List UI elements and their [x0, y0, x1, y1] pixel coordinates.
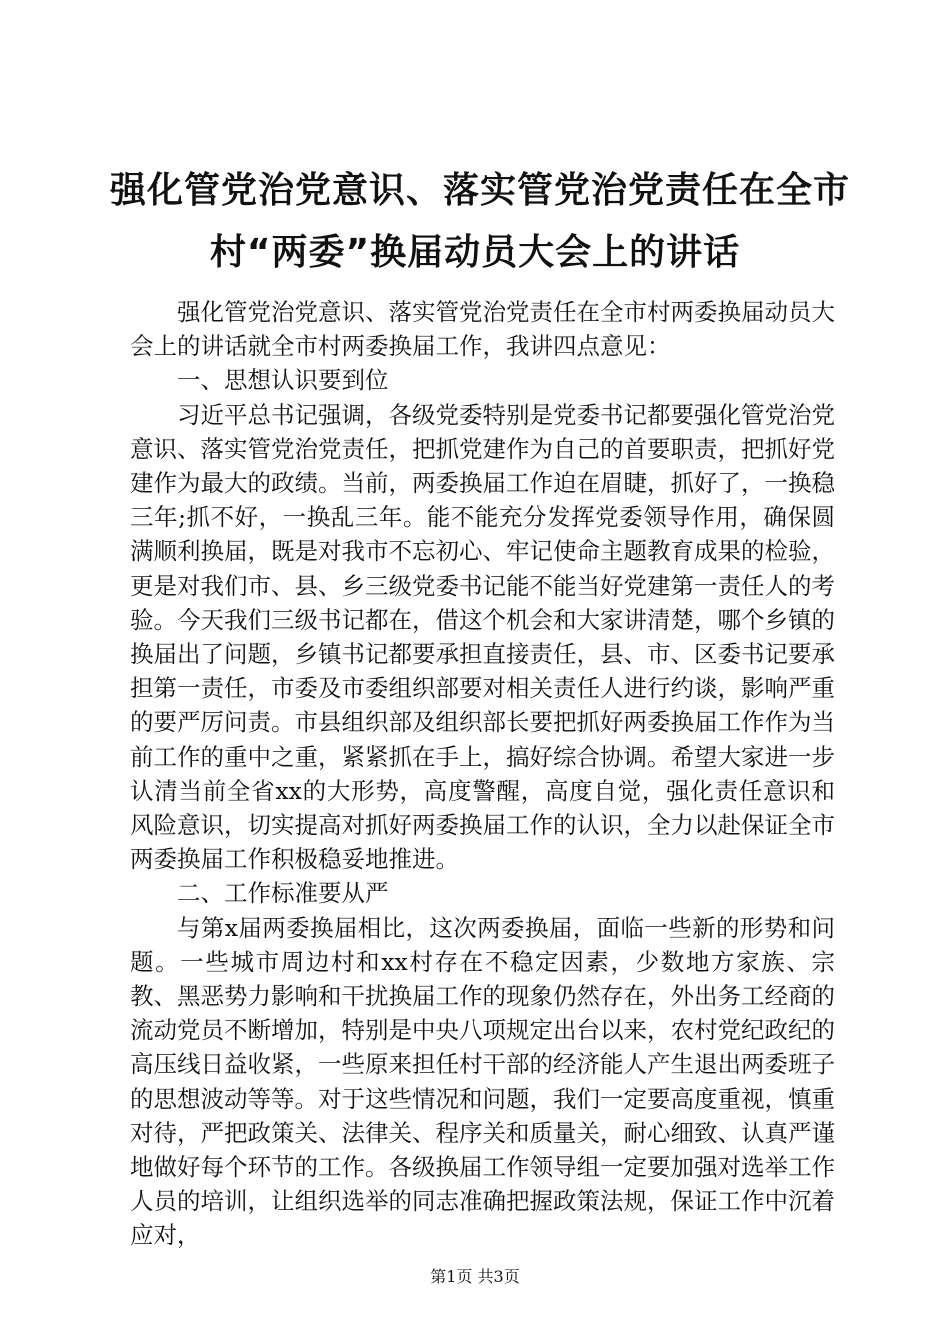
paragraph-section-2: 与第x届两委换届相比，这次两委换届，面临一些新的形势和问题。一些城市周边村和xx村存在不稳定因素，少数地方家族、宗教、黑恶势力影响和干扰换届工作的现象仍然存在，外出务工经商的流动党员不断增加，特别是中央八项规定出台以来，农村党纪政纪的高压线日益收紧，一些原来担任村干部的经济能人产生退出两委班子的思想波动等等。对于这些情况和问题，我们一定要高度重视，慎重对待，严把政策关、法律关、程序关和质量关，耐心细致、认真严谨地做好每个环节的工作。各级换届工作领导组一定要加强对选举工作人员的培训，让组织选举的同志准确把握政策法规，保证工作中沉着应对， [130, 913, 835, 1250]
document-body [130, 295, 835, 1253]
paragraph-intro: 强化管党治党意识、落实管党治党责任在全市村两委换届动员大会上的讲话就全市村两委换届工作，我讲四点意见： [130, 298, 835, 361]
paragraph-section-1: 习近平总书记强调，各级党委特别是党委书记都要强化管党治党意识、落实管党治党责任，把抓党建作为自己的首要职责，把抓好党建作为最大的政绩。当前，两委换届工作迫在眉睫，抓好了，一换稳三年;抓不好，一换乱三年。能不能充分发挥党委领导作用，确保圆满顺利换届，既是对我市不忘初心、牢记使命主题教育成果的检验，更是对我们市、县、乡三级党委书记能不能当好党建第一责任人的考验。今天我们三级书记都在，借这个机会和大家讲清楚，哪个乡镇的换届出了问题，乡镇书记都要承担直接责任，县、市、区委书记要承担第一责任，市委及市委组织部要对相关责任人进行约谈，影响严重的要严厉问责。市县组织部及组织部长要把抓好两委换届工作作为当前工作的重中之重，紧紧抓在手上，搞好综合协调。希望大家进一步认清当前全省xx的大形势，高度警醒，高度自觉，强化责任意识和风险意识，切实提高对抓好两委换届工作的认识，全力以赴保证全市两委换届工作积极稳妥地推进。 [130, 400, 835, 874]
title-line-1: 强化管党治党意识、落实管党治党责任在全市 [110, 170, 851, 211]
title-line-2: 村“两委”换届动员大会上的讲话 [209, 232, 741, 273]
page-footer: 第1页 共3页 [430, 1267, 520, 1286]
section-heading-2: 二、工作标准要从严 [177, 879, 389, 908]
document-title [110, 160, 851, 284]
section-heading-1: 一、思想认识要到位 [177, 366, 389, 395]
